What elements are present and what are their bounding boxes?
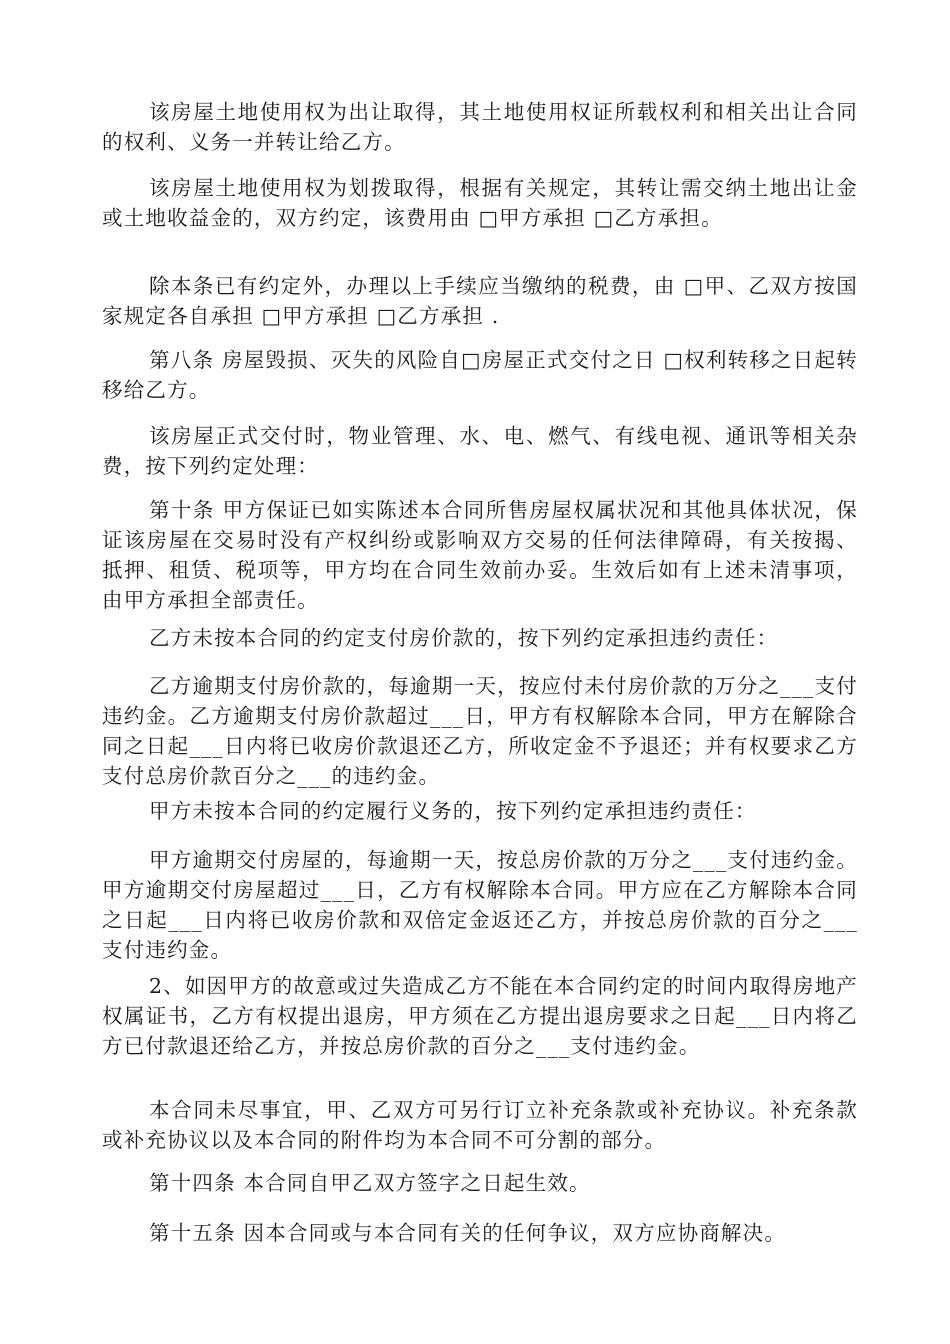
paragraph-buyer-late-payment: 乙方逾期支付房价款的，每逾期一天，按应付未付房价款的万分之___支付违约金。乙方逾期支付房价款超过___日，甲方有权解除本合同，甲方在解除合同之日起___日内将已收房价款退还乙方，所收定金不予退还；并有权要求乙方支付总房价款百分之___的违约金。: [102, 674, 858, 788]
paragraph-title-certificate: 2、如因甲方的故意或过失造成乙方不能在本合同约定的时间内取得房地产权属证书，乙方有权提出退房，甲方须在乙方提出退房要求之日起___日内将乙方已付款退还给乙方，并按总房价款的百分之___支付违约金。: [102, 974, 858, 1058]
paragraph-land-use-transfer: 该房屋土地使用权为出让取得，其土地使用权证所载权利和相关出让合同的权利、义务一并转让给乙方。: [102, 100, 858, 154]
paragraph-article-10: 第十条 甲方保证已如实陈述本合同所售房屋权属状况和其他具体状况，保证该房屋在交易时没有产权纠纷或影响双方交易的任何法律障碍，有关按揭、抵押、租赁、税项等，甲方均在合同生效前办妥。生效后如有上述未清事项，由甲方承担全部责任。: [102, 498, 858, 612]
paragraph-seller-breach: 甲方未按本合同的约定履行义务的，按下列约定承担违约责任：: [149, 799, 757, 823]
paragraph-allocated-land-fee: 该房屋土地使用权为划拨取得，根据有关规定，其转让需交纳土地出让金或土地收益金的，双方约定，该费用由 □甲方承担 □乙方承担。: [102, 176, 858, 230]
paragraph-seller-late-delivery: 甲方逾期交付房屋的，每逾期一天，按总房价款的万分之___支付违约金。甲方逾期交付房屋超过___日，乙方有权解除本合同。甲方应在乙方解除本合同之日起___日内将已收房价款和双倍定金返还乙方，并按总房价款的百分之___支付违约金。: [102, 848, 858, 962]
paragraph-delivery-fees: 该房屋正式交付时，物业管理、水、电、燃气、有线电视、通讯等相关杂费，按下列约定处理：: [102, 424, 858, 478]
paragraph-supplementary: 本合同未尽事宜，甲、乙双方可另行订立补充条款或补充协议。补充条款或补充协议以及本合同的附件均为本合同不可分割的部分。: [102, 1098, 858, 1152]
paragraph-article-15: 第十五条 因本合同或与本合同有关的任何争议，双方应协商解决。: [149, 1221, 787, 1245]
paragraph-tax-fees: 除本条已有约定外，办理以上手续应当缴纳的税费，由 □甲、乙双方按国家规定各自承担 □甲方承担 □乙方承担 .: [102, 274, 858, 328]
paragraph-buyer-breach: 乙方未按本合同的约定支付房价款的，按下列约定承担违约责任：: [149, 626, 779, 650]
paragraph-article-14: 第十四条 本合同自甲乙双方签字之日起生效。: [149, 1171, 591, 1195]
paragraph-article-8: 第八条 房屋毁损、灭失的风险自□房屋正式交付之日 □权利转移之日起转移给乙方。: [102, 348, 858, 402]
